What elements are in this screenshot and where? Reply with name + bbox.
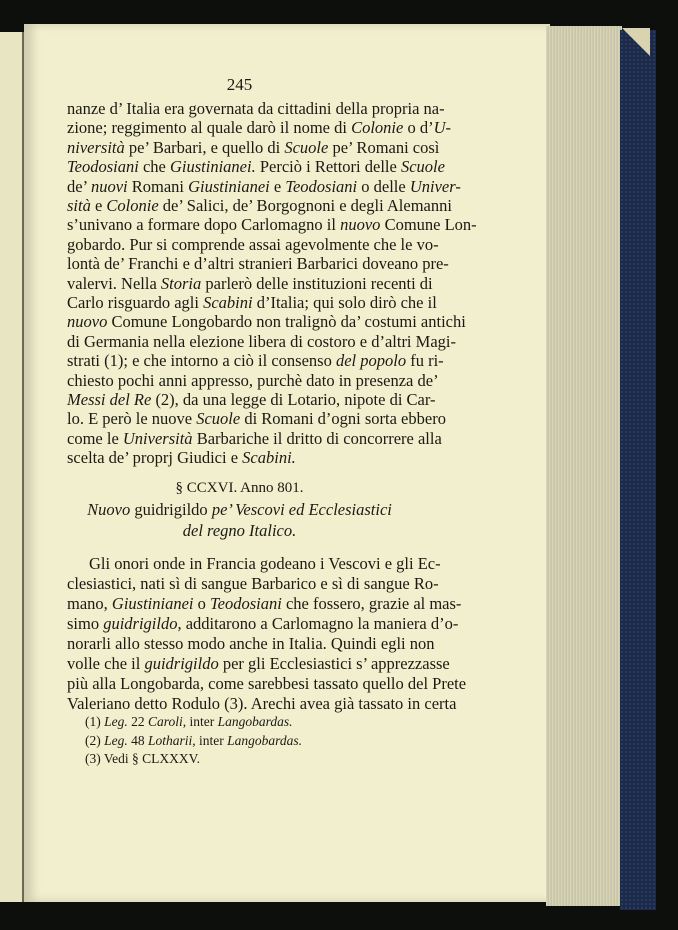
italic-text: Caroli [148,714,183,729]
text-run: o [193,594,211,613]
text-line [67,196,452,215]
text-run: scelta de’ proprj Giudici e [67,448,243,468]
text-run: di Romani d’ogni sorta ebbero [240,409,446,429]
text-run: Valeriano detto Rodulo (3). Arechi avea già tassato in certa [67,694,457,713]
text-run: mano, [67,594,112,613]
text-run: simo [67,614,104,633]
text-line [67,157,445,177]
text-line [67,390,436,409]
text-run: Comune Lon- [380,215,477,235]
section-title-line2: del regno Italico. [182,521,297,540]
italic-text: Scuole [400,157,445,177]
text-line [67,331,456,351]
text-line [67,215,477,235]
text-run: o d’ [403,118,434,138]
text-run: che [138,157,170,177]
text-line [67,370,439,390]
italic-text: niversità [67,137,125,157]
italic-text: Colonie [351,118,404,138]
text-run: Perciò i Rettori delle [255,157,401,177]
italic-text: Giustinianei [188,176,270,196]
text-run: di Germania nella elezione libera di costoro e d’altri Magi- [67,331,456,351]
text-run: de’ Salici, de’ Borgognoni e degli Alemanni [158,196,452,215]
italic-text: U- [433,118,451,138]
text-line [67,176,461,196]
italic-text: nuovo [340,215,381,235]
text-run: (1) [85,714,105,729]
text-run: parlerò delle instituzioni recenti di [201,273,433,293]
text-run: e [269,176,286,196]
text-line [67,351,444,371]
italic-text: Scabini [203,293,253,312]
text-run: Barbariche il dritto di concorrere alla [192,428,442,448]
text-line [67,449,412,467]
text-run: che fossero, grazie al mas- [281,594,462,613]
text-run: , inter [182,714,218,729]
italic-text: nuovo [67,312,108,332]
footnote [85,751,200,766]
text-run: fu ri- [406,351,444,371]
text-run: per gli Ecclesiastici s’ apprezzasse [218,654,450,673]
italic-text: Teodosiani [210,594,282,613]
text-run: lo. E però le nuove [67,409,197,429]
italic-text: Teodosiani [67,157,139,177]
page-stack-edges [546,26,622,906]
text-run: nanze d’ Italia era governata da cittadini della propria na- [67,99,445,118]
text-run: additarono a Carlomagno la maniera d’o- [181,614,459,633]
italic-text: Leg. [104,732,128,748]
italic-text: Università [122,428,193,448]
text-run: , inter [192,732,228,748]
text-run: lontà de’ Franchi e d’altri stranieri Barbarici doveano pre- [67,254,449,274]
text-run: pe’ Romani così [328,137,440,157]
text-line [67,409,446,429]
text-run: come le [67,428,123,448]
italic-text: Scuole [284,137,329,157]
section-heading: § CCXVI. Anno 801. [175,480,304,496]
text-run: (3) Vedi § CLXXXV. [85,751,201,766]
text-line [67,293,437,312]
book-cover [620,30,656,910]
italic-text: guidrigildo, [103,614,182,633]
italic-text: Giustinianei. [169,157,256,177]
text-run: chiesto pochi anni appresso, purchè dato in presenza de’ [67,370,439,390]
text-line [67,312,466,332]
text-run: e [90,196,107,215]
text-run: strati (1); e che intorno a ciò il consenso [67,351,336,371]
footnote [85,714,293,729]
text-run: gobardo. Pur si comprende assai agevolmente che le vo- [67,234,439,254]
text-run: pe’ Barbari, e quello di [124,137,285,157]
text-run: norarli allo stesso modo anche in Italia. Quindi egli non [67,634,435,653]
text-line [67,428,442,448]
italic-text: Giustinianei [111,594,194,613]
text-run: zione; reggimento al quale darò il nome di [67,118,352,138]
italic-text: guidrigildo [144,654,219,673]
italic-text: Messi del Re [67,390,152,409]
text-line [67,674,467,693]
italic-text: Scuole [196,409,241,429]
text-line [67,99,445,118]
text-run: (2), da una legge di Lotario, nipote di Car- [151,390,436,409]
text-run: Gli onori onde in Francia godeano i Vescovi e gli Ec- [89,554,441,573]
text-run: 22 [127,714,148,729]
italic-text: del popolo [335,351,407,371]
text-run: de’ [67,176,91,196]
text-run: Carlo risguardo agli [67,293,204,312]
italic-text: sità [67,196,91,215]
text-line [67,273,433,293]
text-line [67,254,449,274]
text-run: (2) [85,732,105,748]
italic-text: Univer- [409,176,461,196]
italic-text: Leg. [104,714,128,729]
text-run: clesiastici, nati sì di sangue Barbarico e sì di sangue Ro- [67,574,439,593]
text-run: Comune Longobardo non tralignò da’ costumi antichi [107,312,466,332]
italic-text: Nuovo [87,500,131,519]
section-title [67,501,412,519]
text-line [67,654,450,673]
italic-text: Colonie [106,196,159,215]
text-run: Romani [127,176,189,196]
text-run: o delle [357,176,410,196]
text-line [67,634,435,653]
italic-text: Teodosiani [285,176,358,196]
italic-text: pe’ Vescovi ed Ecclesiastici [211,500,392,519]
text-line [67,574,439,593]
italic-text: Lotharii [148,732,193,748]
text-run: d’Italia; qui solo dirò che il [252,293,437,312]
facing-page-edge [0,32,24,902]
page-number: 245 [226,75,253,94]
text-run: più alla Longobarda, come sarebbesi tassato quello del Prete [67,674,467,693]
italic-text: Langobardas. [217,714,293,729]
italic-text: Storia [160,273,202,293]
text-line [67,234,439,254]
text-run: volle che il [67,654,145,673]
italic-text: Langobardas. [227,732,303,748]
text-line [67,137,440,157]
text-run: 48 [127,732,148,748]
italic-text: nuovi [90,176,128,196]
text-line [67,118,451,138]
footnote [85,733,302,748]
text-run: s’univano a formare dopo Carlomagno il [67,215,341,235]
text-run: valervi. Nella [67,273,161,293]
text-line [67,694,457,713]
text-line [89,554,441,573]
text-line [67,614,459,633]
italic-text: Scabini. [242,448,296,468]
text-run: guidrigildo [130,500,212,519]
text-line [67,594,462,613]
